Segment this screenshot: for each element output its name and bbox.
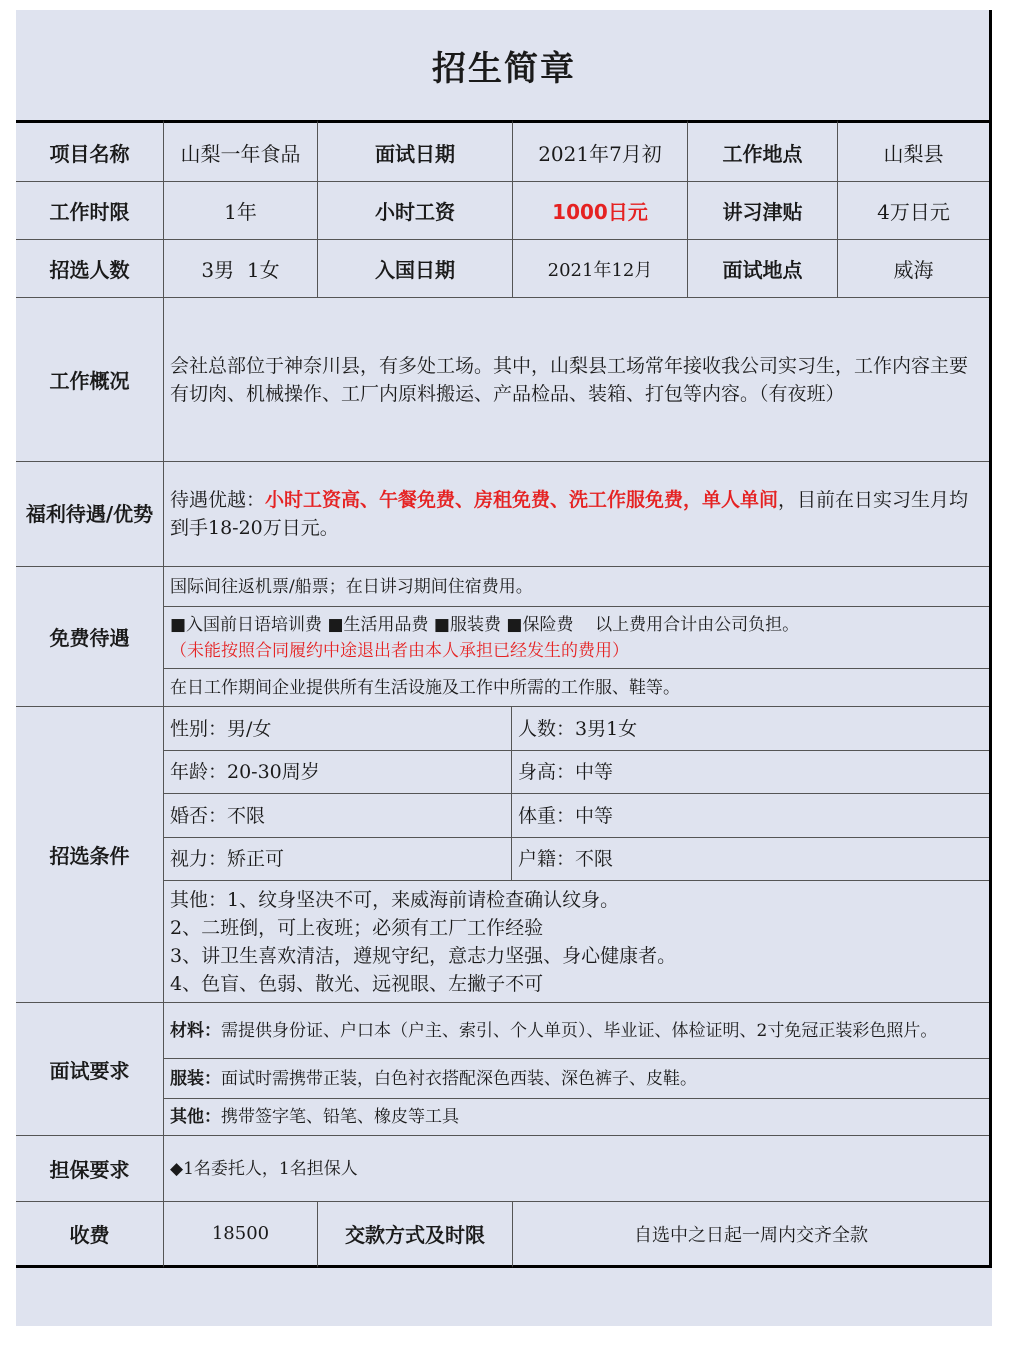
clothing-text: 面试时需携带正装，白色衬衣搭配深色西装、深色裤子、皮鞋。: [221, 1068, 697, 1089]
other-label: 其他：: [170, 1107, 221, 1127]
recruit-count-label: 招选人数: [16, 240, 164, 298]
fee-label: 收费: [16, 1202, 164, 1268]
guarantee-label: 担保要求: [16, 1136, 164, 1202]
overview-text: 会社总部位于神奈川县，有多处工场。其中，山梨县工场常年接收我公司实习生，工作内容主要有切肉、机械操作、工厂内原料搬运、产品检品、装箱、打包等内容。（有夜班）: [164, 298, 989, 462]
entry-date-label: 入国日期: [318, 240, 513, 298]
work-location-value: 山梨县: [838, 120, 989, 182]
free-line-3: 在日工作期间企业提供所有生活设施及工作中所需的工作服、鞋等。: [164, 669, 989, 707]
work-period-value: 1年: [164, 182, 318, 240]
interview-other: [164, 1099, 989, 1136]
condition-other-1: 其他：1、纹身坚决不可，来威海前请检查确认纹身。: [170, 888, 620, 911]
hourly-wage-label: 小时工资: [318, 182, 513, 240]
materials-label: 材料：: [170, 1020, 221, 1041]
condition-other-4: 4、色盲、色弱、散光、远视眼、左撇子不可: [170, 972, 544, 995]
interview-date-value: 2021年7月初: [513, 120, 688, 182]
benefits-label: 福利待遇/优势: [16, 462, 164, 567]
recruit-count-value: 3男 1女: [164, 240, 318, 298]
allowance-value: 4万日元: [838, 182, 989, 240]
page-title: 招生简章: [432, 48, 576, 89]
interview-date-label: 面试日期: [318, 120, 513, 182]
payment-method-label: 交款方式及时限: [318, 1202, 513, 1268]
table-right-border: [989, 10, 992, 1268]
condition-other-3: 3、讲卫生喜欢清洁，遵规守纪，意志力坚强、身心健康者。: [170, 944, 677, 967]
condition-count: 人数：3男1女: [512, 707, 989, 751]
allowance-label: 讲习津贴: [688, 182, 838, 240]
interview-materials: [164, 1003, 989, 1059]
free-line-1: 国际间往返机票/船票；在日讲习期间住宿费用。: [164, 567, 989, 607]
condition-hukou: 户籍：不限: [512, 838, 989, 881]
hourly-wage-value: 1000日元: [513, 182, 688, 240]
overview-label: 工作概况: [16, 298, 164, 462]
free-label: 免费待遇: [16, 567, 164, 707]
free-items: ■入国前日语培训费 ■生活用品费 ■服装费 ■保险费 以上费用合计由公司负担。: [170, 614, 800, 635]
interview-place-label: 面试地点: [688, 240, 838, 298]
condition-marriage: 婚否：不限: [164, 794, 512, 838]
benefits-text: [164, 462, 989, 567]
benefits-prefix: 待遇优越：: [170, 489, 266, 511]
payment-method-value: 自选中之日起一周内交齐全款: [513, 1202, 989, 1268]
other-text: 携带签字笔、铅笔、橡皮等工具: [221, 1107, 459, 1127]
condition-height: 身高：中等: [512, 751, 989, 794]
work-period-label: 工作时限: [16, 182, 164, 240]
condition-weight: 体重：中等: [512, 794, 989, 838]
condition-vision: 视力：矫正可: [164, 838, 512, 881]
free-note: （未能按照合同履约中途退出者由本人承担已经发生的费用）: [170, 640, 629, 661]
conditions-label: 招选条件: [16, 707, 164, 1003]
condition-gender: 性别：男/女: [164, 707, 512, 751]
clothing-label: 服装：: [170, 1068, 221, 1089]
condition-age: 年龄：20-30周岁: [164, 751, 512, 794]
interview-place-value: 威海: [838, 240, 989, 298]
recruitment-sheet: [16, 10, 992, 1326]
work-location-label: 工作地点: [688, 120, 838, 182]
fee-amount: 18500: [164, 1202, 318, 1268]
benefits-suffix: ，目前在日实习生月均到手18-20万日元。: [170, 489, 969, 539]
free-line-2: [164, 607, 989, 669]
guarantee-text: ◆1名委托人，1名担保人: [164, 1136, 989, 1202]
interview-clothing: [164, 1059, 989, 1099]
benefits-highlight: 小时工资高、午餐免费、房租免费、洗工作服免费，单人单间: [265, 489, 779, 511]
condition-other-2: 2、二班倒，可上夜班；必须有工厂工作经验: [170, 916, 544, 939]
condition-others: [164, 881, 989, 1003]
interview-label: 面试要求: [16, 1003, 164, 1136]
entry-date-value: 2021年12月: [513, 240, 688, 298]
project-name-label: 项目名称: [16, 120, 164, 182]
materials-text: 需提供身份证、户口本（户主、索引、个人单页）、毕业证、体检证明、2寸免冠正装彩色照片。: [221, 1020, 938, 1041]
project-name-value: 山梨一年食品: [164, 120, 318, 182]
